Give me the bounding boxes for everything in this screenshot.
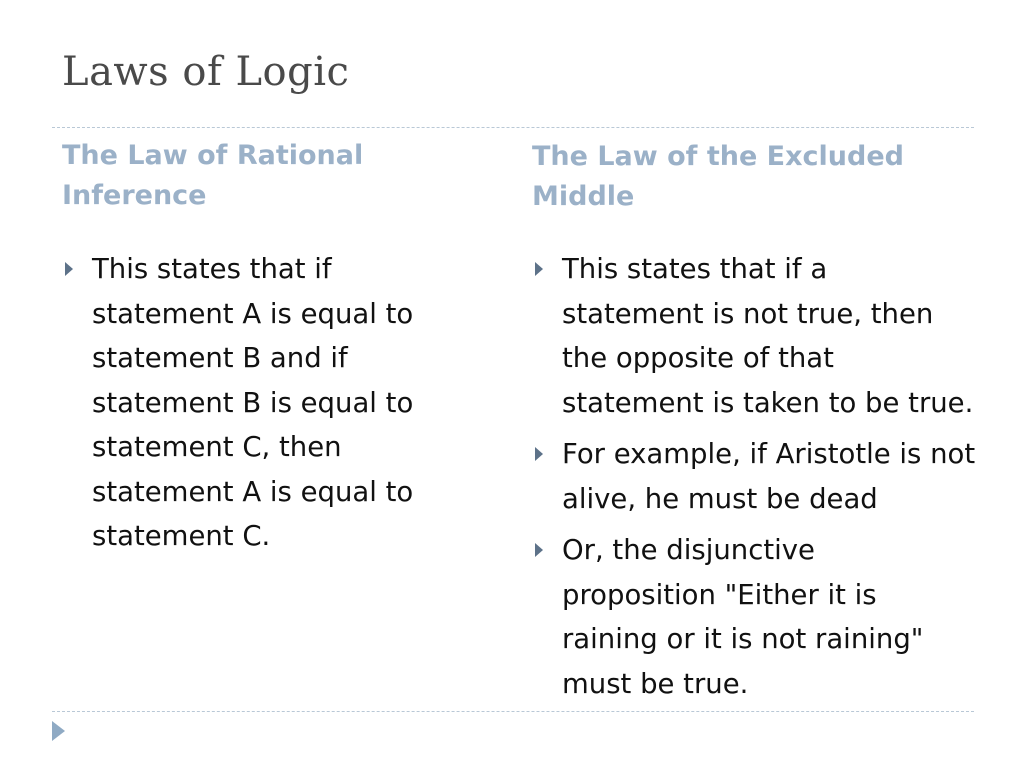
- next-slide-arrow-icon[interactable]: [52, 721, 65, 741]
- bullet-text: Or, the disjunctive proposition "Either it is raining or it is not raining" must be true.: [562, 534, 924, 700]
- right-bullet-list: [532, 247, 977, 713]
- left-column-heading: The Law of Rational Inference: [62, 140, 364, 211]
- bullet-text: This states that if statement A is equal to statement B and if statement B is equal to statement C, then statement A is equal to statement C.: [92, 253, 414, 552]
- triangle-bullet-icon: [535, 543, 543, 557]
- bullet-item: [532, 528, 977, 706]
- left-bullet-list: [62, 247, 472, 566]
- title-divider: [52, 127, 974, 128]
- triangle-bullet-icon: [535, 447, 543, 461]
- bullet-item: [62, 247, 472, 559]
- bullet-text: This states that if a statement is not true, then the opposite of that statement is taken to be true.: [562, 253, 974, 419]
- footer-divider: [52, 711, 974, 712]
- slide-title: Laws of Logic: [62, 49, 350, 95]
- bullet-item: [532, 247, 977, 425]
- triangle-bullet-icon: [535, 262, 543, 276]
- bullet-text: For example, if Aristotle is not alive, he must be dead: [562, 438, 976, 515]
- triangle-bullet-icon: [65, 262, 73, 276]
- bullet-item: [532, 432, 977, 521]
- right-column-heading: The Law of the Excluded Middle: [532, 141, 904, 212]
